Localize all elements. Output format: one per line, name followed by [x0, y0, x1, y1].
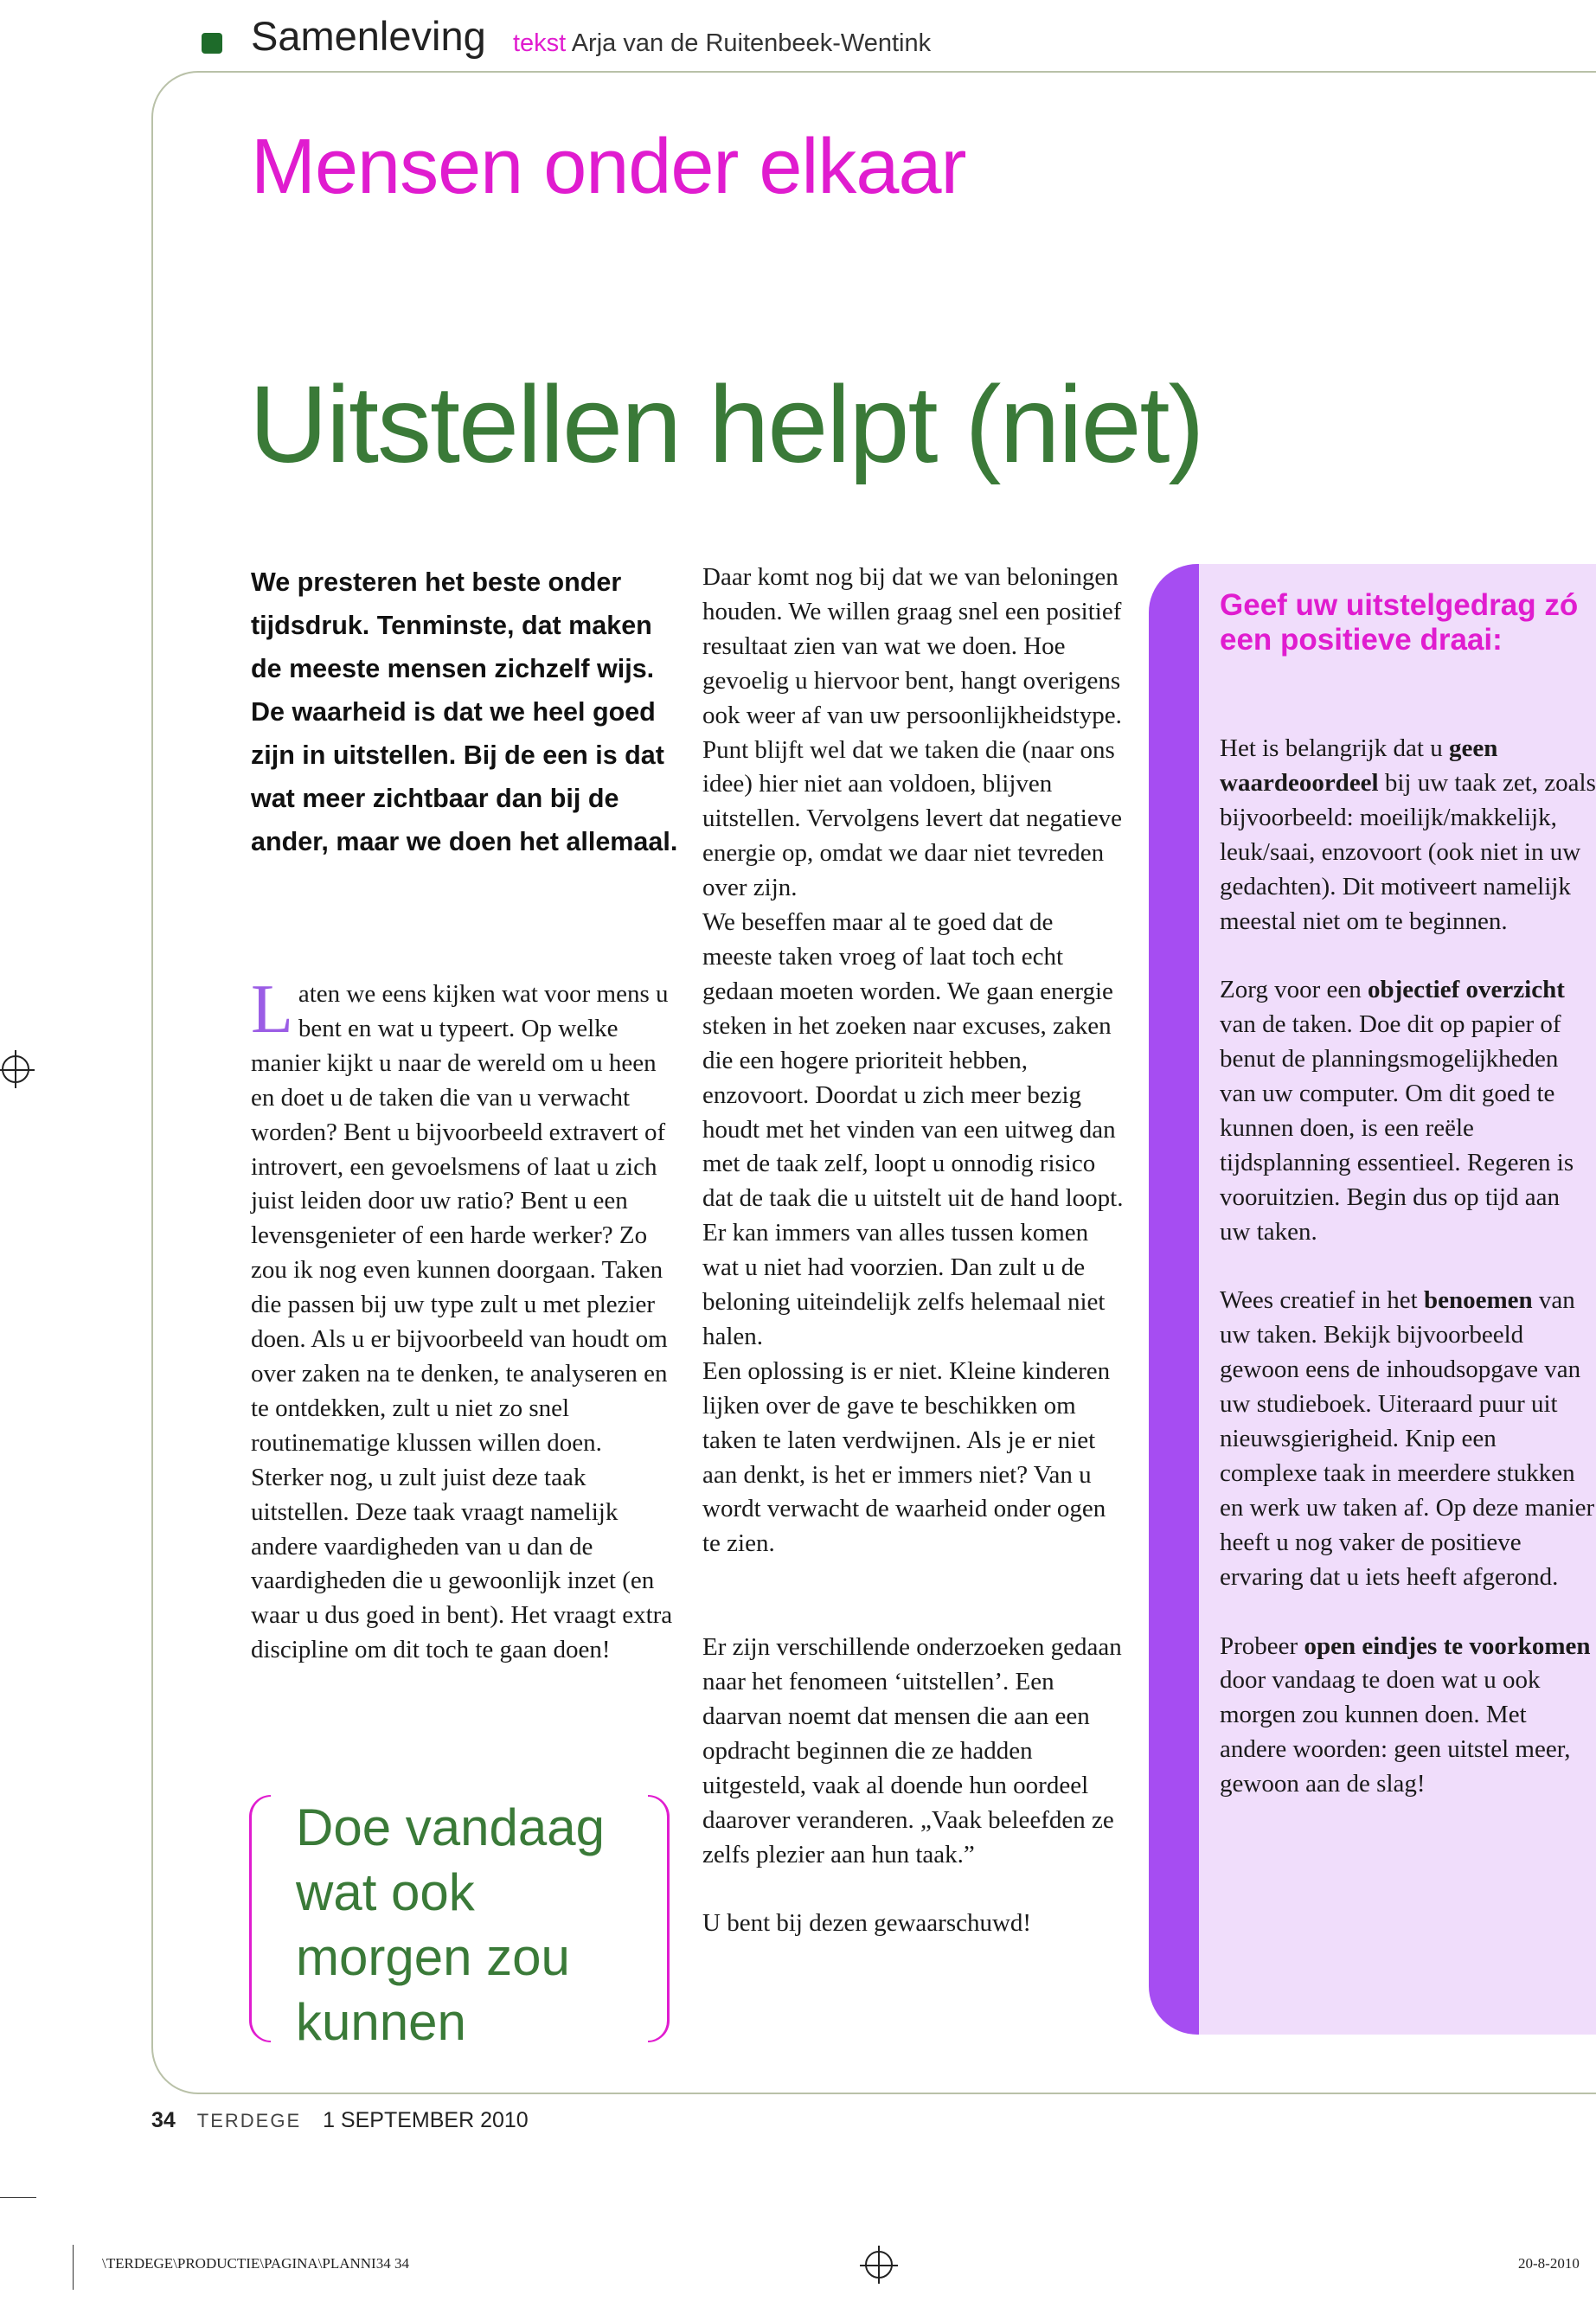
quote-bracket-left: [249, 1795, 271, 2042]
issue-date: 1 SEPTEMBER 2010: [323, 2108, 529, 2132]
page-number: 34: [151, 2108, 176, 2132]
article-pretitle: Mensen onder elkaar: [251, 124, 966, 210]
print-slug-date: 20-8-2010: [1518, 2255, 1580, 2272]
sidebar-body: [1220, 732, 1596, 1836]
col2-paragraph: Er zijn verschillende onderzoeken gedaan naar het fenomeen ‘uitstellen’. Een daarvan noemt dat mensen die aan een opdracht beginnen die ze hadden uitgesteld, vaak al doende hun oordeel daarover veranderen. „Vaak beleefden ze zelfs plezier aan hun taak.”: [702, 1633, 1122, 1868]
col2-paragraph: We beseffen maar al te goed dat de meeste taken vroeg of laat toch echt gedaan moeten worden. We gaan energie steken in het zoeken naar excuses, zaken die een hogere prioriteit hebben, enzovoort. Doordat u zich meer bezig houdt met het vinden van een uitweg dan met de taak zelf, loopt u onnodig risico dat de taak die u uitstelt uit de hand loopt. Er kan immers van alles tussen komen wat u niet had voorzien. Dan zult u de beloning uiteindelijk zelfs helemaal niet halen.: [702, 908, 1124, 1350]
sidebar-tip: Wees creatief in het benoemen van uw taken. Bekijk bijvoorbeeld gewoon eens de inhoudsopgave van uw studieboek. Uiteraard puur uit nieuwsgierigheid. Knip een complexe taak in meerdere stukken en werk uw taken af. Op deze manier heeft u nog vaker de positieve ervaring dat u iets heeft afgerond.: [1220, 1286, 1595, 1591]
sidebar-tip: Het is belangrijk dat u geen waardeoordeel bij uw taak zet, zoals bijvoorbeeld: moeilijk/makkelijk, leuk/saai, enzovoort (ook niet in uw gedachten). Dit motiveert namelijk meestal niet om te beginnen.: [1220, 734, 1596, 935]
article-intro: We presteren het beste onder tijdsdruk. Tenminste, dat maken de meeste mensen zichzelf wijs. De waarheid is dat we heel goed zijn in uitstellen. Bij de een is dat wat meer zichtbaar dan bij de ander, maar we doen het allemaal.: [251, 567, 678, 856]
page-footer: [151, 2108, 529, 2133]
registration-mark-icon: [2, 1055, 29, 1083]
pull-quote-text: Doe vandaag wat ook morgen zou kunnen: [296, 1798, 605, 2051]
sidebar-stripe: [1149, 564, 1199, 2035]
drop-cap: L: [251, 971, 293, 1048]
registration-mark-icon: [865, 2251, 893, 2279]
body-column-1: [251, 971, 675, 1668]
magazine-name: TERDEGE: [196, 2110, 302, 2131]
byline: [513, 29, 931, 58]
col2-paragraph: Een oplossing is er niet. Kleine kinderen lijken over de gave te beschikken om taken te laten verdwijnen. Als je er niet aan denkt, is het er immers niet? Van u wordt verwacht de waarheid onder ogen te zien.: [702, 1356, 1111, 1558]
byline-author: Arja van de Ruitenbeek-Wentink: [571, 29, 932, 57]
pull-quote: [249, 1795, 670, 2051]
section-marker-icon: [202, 33, 222, 54]
crop-mark: [0, 2197, 36, 2198]
section-name: Samenleving: [251, 13, 486, 59]
print-slug-path: \TERDEGE\PRODUCTIE\PAGINA\PLANNI34 34: [102, 2255, 409, 2272]
body-column-2: [702, 561, 1126, 1941]
article-title: Uitstellen helpt (niet): [249, 363, 1203, 485]
crop-mark: [73, 2245, 74, 2290]
sidebar-heading: Geef uw uitstelgedrag zó een positieve draai:: [1220, 588, 1579, 657]
byline-label: tekst: [513, 29, 567, 57]
col1-text: aten we eens kijken wat voor mens u bent en wat u typeert. Op welke manier kijkt u naar de wereld om u heen en doet u de taken die van u verwacht worden? Bent u bijvoorbeeld extravert of introvert, een gevoelsmens of laat u zich juist leiden door uw ratio? Bent u een levensgenieter of een harde werker? Zo zou ik nog even kunnen doorgaan. Taken die passen bij uw type zult u met plezier doen. Als u er bijvoorbeeld van houdt om over zaken na te denken, te analyseren en te ontdekken, zult u niet zo snel routinematige klussen willen doen. Sterker nog, u zult juist deze taak uitstellen. Deze taak vraagt namelijk andere vaardigheden van u dan de vaardigheden die u gewoonlijk inzet (en waar u dus goed in bent). Het vraagt extra discipline om dit toch te gaan doen!: [251, 980, 673, 1664]
col2-paragraph: Daar komt nog bij dat we van beloningen houden. We willen graag snel een positief resultaat zien van wat we doen. Hoe gevoelig u hiervoor bent, hangt overigens ook weer af van uw persoonlijkheidstype. Punt blijft wel dat we taken die (naar ons idee) hier niet aan voldoen, blijven uitstellen. Vervolgens levert dat negatieve energie op, omdat we daar niet tevreden over zijn.: [702, 563, 1123, 902]
sidebar-tip: Zorg voor een objectief overzicht van de taken. Doe dit op papier of benut de planningsmogelijkheden van uw computer. Om dit goed te kunnen doen, is een reële tijdsplanning essentieel. Regeren is vooruitzien. Begin dus op tijd aan uw taken.: [1220, 976, 1574, 1246]
col2-closing: U bent bij dezen gewaarschuwd!: [702, 1909, 1032, 1938]
sidebar-tip: Probeer open eindjes te voorkomen door vandaag te doen wat u ook morgen zou kunnen doen. Met andere woorden: geen uitstel meer, gewoon aan de slag!: [1220, 1631, 1591, 1798]
